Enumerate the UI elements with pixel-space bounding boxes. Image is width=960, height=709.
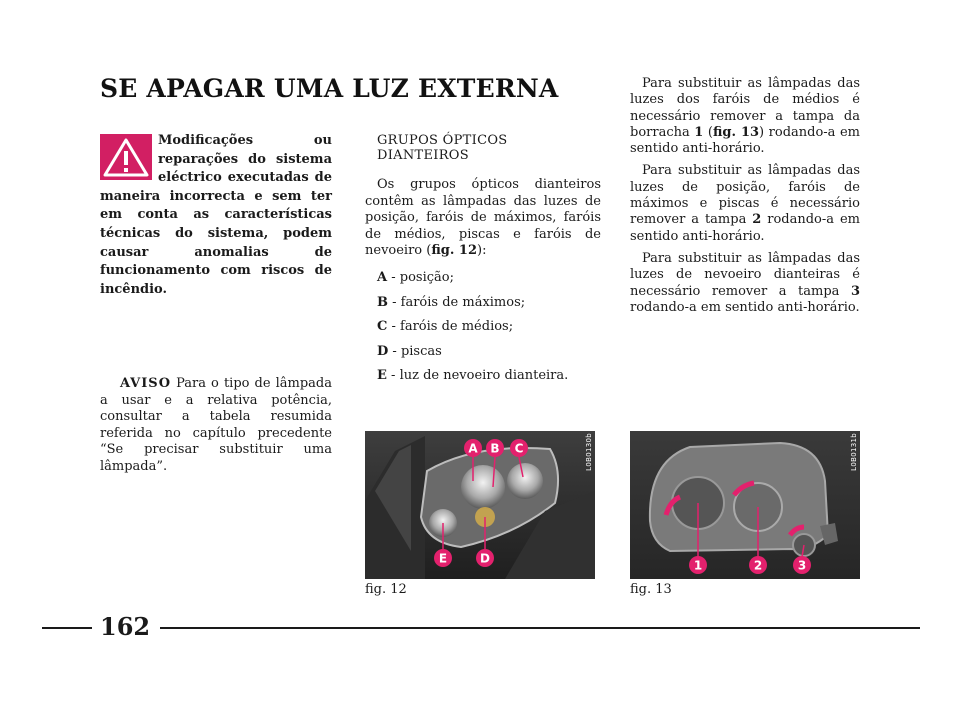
headlamp-rear-illustration — [630, 431, 860, 579]
aviso-text: Para o tipo de lâmpada a usar e a relativa potência, consultar a tabela resumida referida no capítulo precedente “Se precisar substituir uma lâmpada”. — [100, 376, 332, 474]
list-item — [377, 340, 601, 365]
callout-c: C — [514, 441, 524, 456]
front-groups-section — [365, 133, 601, 389]
figure-13 — [630, 431, 860, 579]
warning-triangle-icon — [100, 134, 152, 180]
front-groups-intro — [365, 177, 601, 260]
item-key: C — [377, 319, 388, 335]
item-key: A — [377, 269, 388, 285]
callout-b: B — [490, 441, 500, 456]
callout-1: 1 — [693, 558, 703, 573]
item-key: E — [377, 368, 387, 384]
item-text: - faróis de médios; — [387, 319, 514, 335]
list-item — [377, 315, 601, 340]
warning-block — [100, 132, 332, 299]
fig-ref: fig. 13 — [712, 124, 760, 140]
intro-text: Os grupos ópticos dianteiros contêm as lâmpadas das luzes de posição, faróis de máximos, faróis de médios, piscas e faróis de nevoeiro ( — [365, 177, 601, 259]
callout-d: D — [480, 551, 490, 566]
list-item — [377, 364, 601, 389]
item-text: - piscas — [388, 343, 442, 359]
callout-2: 2 — [753, 558, 763, 573]
text: ( — [703, 124, 713, 140]
item-key: D — [377, 343, 389, 359]
text: Para substituir as lâmpadas das luzes de nevoeiro dianteiras é necessário remover a tampa — [630, 250, 860, 299]
item-text: - posição; — [387, 269, 454, 285]
text: Para substituir as lâmpadas das luzes dos faróis de médios é necessário remover a tampa da borracha — [630, 76, 860, 140]
callout-a: A — [468, 441, 478, 456]
footer-rule-left — [42, 627, 92, 629]
replace-paragraph-3 — [630, 251, 860, 316]
aviso-label: AVISO — [120, 376, 172, 391]
headlamp-front-illustration — [365, 431, 595, 579]
page-number: 162 — [100, 612, 151, 641]
page-title: SE APAGAR UMA LUZ EXTERNA — [100, 74, 559, 103]
figure-12 — [365, 431, 595, 579]
replace-paragraph-1 — [630, 76, 860, 157]
list-item — [377, 291, 601, 316]
lamp-list — [365, 266, 601, 389]
item-key: B — [377, 294, 388, 310]
fig-ref: fig. 12 — [431, 243, 478, 259]
item-text: - luz de nevoeiro dianteira. — [386, 368, 569, 384]
figure-code: L0B0130b — [585, 433, 593, 471]
aviso-note — [100, 376, 332, 476]
callout-3: 3 — [797, 558, 807, 573]
text: rodando-a em sentido anti-horário. — [630, 212, 860, 244]
figure-13-caption: fig. 13 — [630, 582, 672, 597]
footer-rule-right — [160, 627, 920, 629]
text: ) rodando-a em sentido anti-horário. — [630, 124, 860, 157]
replace-paragraph-2 — [630, 163, 860, 244]
front-groups-heading: GRUPOS ÓPTICOS DIANTEIROS — [377, 133, 508, 163]
callout-e: E — [438, 551, 448, 566]
figure-code: L0B0131b — [850, 433, 858, 471]
ref-number: 3 — [850, 283, 860, 299]
ref-number: 1 — [694, 124, 704, 140]
figure-12-caption: fig. 12 — [365, 582, 407, 597]
intro-end: ): — [477, 243, 487, 259]
text: rodando-a em sentido anti-horário. — [630, 299, 860, 315]
warning-text: Modificações ou reparações do sistema eléctrico executadas de maneira incorrecta e sem ter em conta as características técnicas do sistema, podem causar anomalias de funcionamento com riscos de incêndio. — [100, 133, 332, 297]
ref-number: 2 — [752, 212, 762, 228]
list-item — [377, 266, 601, 291]
item-text: - faróis de máximos; — [388, 294, 526, 310]
replacement-section — [630, 76, 860, 322]
text: Para substituir as lâmpadas das luzes de posição, faróis de máximos e piscas é necessário remover a tampa — [630, 163, 860, 228]
